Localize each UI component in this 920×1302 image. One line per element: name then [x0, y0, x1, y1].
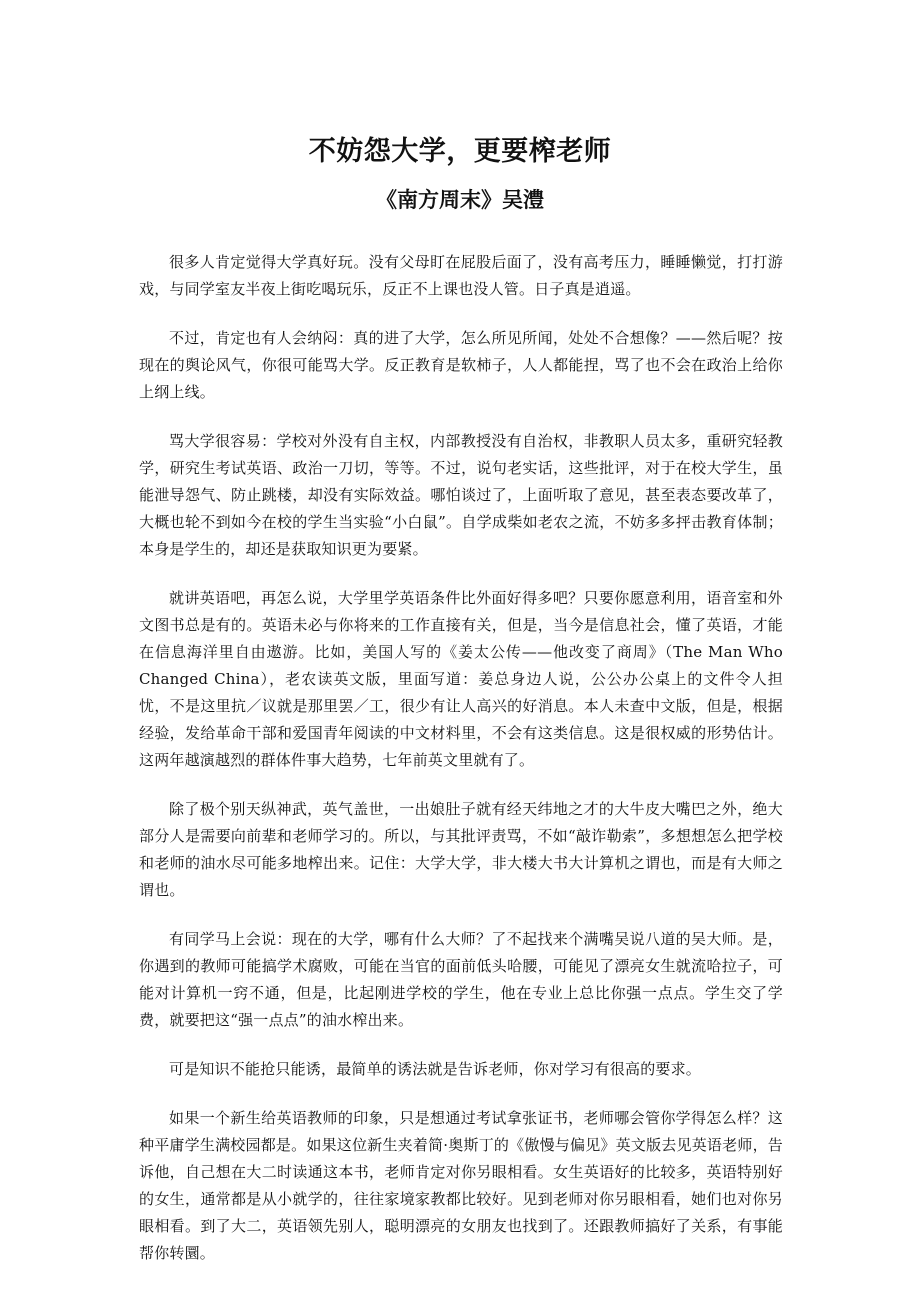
- paragraph: 不过，肯定也有人会纳闷：真的进了大学，怎么所见所闻，处处不合想像？——然后呢？按现在的舆论风气，你很可能骂大学。反正教育是软柿子，人人都能捏，骂了也不会在政治上给你上纲上线。: [139, 329, 783, 401]
- article-title: 不妨怨大学，更要榨老师: [308, 136, 612, 168]
- article-byline: 《南方周末》吴澧: [376, 188, 544, 212]
- paragraph: 有同学马上会说：现在的大学，哪有什么大师？了不起找来个满嘴吴说八道的吴大师。是，你遇到的教师可能搞学术腐败，可能在当官的面前低头哈腰，可能见了漂亮女生就流哈拉子，可能对计算机一窍不通，但是，比起刚进学校的学生，他在专业上总比你强一点点。学生交了学费，就要把这“强一点点”的油水榨出来。: [139, 930, 783, 1029]
- article-body: [139, 249, 783, 1267]
- paragraph: 骂大学很容易：学校对外没有自主权，内部教授没有自治权，非教职人员太多，重研究轻教学，研究生考试英语、政治一刀切，等等。不过，说句老实话，这些批评，对于在校大学生，虽能泄导怨气、防止跳楼，却没有实际效益。哪怕谈过了，上面听取了意见，甚至表态要改革了，大概也轮不到如今在校的学生当实验“小白鼠”。自学成柴如老农之流，不妨多多抨击教育体制；本身是学生的，却还是获取知识更为要紧。: [139, 432, 783, 558]
- paragraph: 除了极个别天纵神武，英气盖世，一出娘肚子就有经天纬地之才的大牛皮大嘴巴之外，绝大部分人是需要向前辈和老师学习的。所以，与其批评责骂，不如“敲诈勒索”，多想想怎么把学校和老师的油水尽可能多地榨出来。记住：大学大学，非大楼大书大计算机之谓也，而是有大师之谓也。: [139, 800, 783, 899]
- paragraph: 就讲英语吧，再怎么说，大学里学英语条件比外面好得多吧？只要你愿意利用，语音室和外文图书总是有的。英语未必与你将来的工作直接有关，但是，当今是信息社会，懂了英语，才能在信息海洋里自由遨游。比如，美国人写的《姜太公传——他改变了商周》（The Man Who Changed China），老农读英文版，里面写道：姜总身边人说，公公办公桌上的文件令人担忧，不是这里抗／议就是那里罢／工，很少有让人高兴的好消息。本人未查中文版，但是，根据经验，发给革命干部和爱国青年阅读的中文材料里，不会有这类信息。这是很权威的形势估计。这两年越演越烈的群体件事大趋势，七年前英文里就有了。: [139, 589, 783, 769]
- paragraph: 很多人肯定觉得大学真好玩。没有父母盯在屁股后面了，没有高考压力，睡睡懒觉，打打游戏，与同学室友半夜上街吃喝玩乐，反正不上课也没人管。日子真是逍遥。: [139, 253, 783, 298]
- paragraph: 可是知识不能抢只能诱，最简单的诱法就是告诉老师，你对学习有很高的要求。: [169, 1060, 702, 1078]
- paragraph: 如果一个新生给英语教师的印象，只是想通过考试拿张证书，老师哪会管你学得怎么样？这种平庸学生满校园都是。如果这位新生夹着简·奥斯丁的《傲慢与偏见》英文版去见英语老师，告诉他，自己想在大二时读通这本书，老师肯定对你另眼相看。女生英语好的比较多，英语特别好的女生，通常都是从小就学的，往往家境家教都比较好。见到老师对你另眼相看，她们也对你另眼相看。到了大二，英语领先别人，聪明漂亮的女朋友也找到了。还跟教师搞好了关系，有事能帮你转圜。: [139, 1109, 783, 1262]
